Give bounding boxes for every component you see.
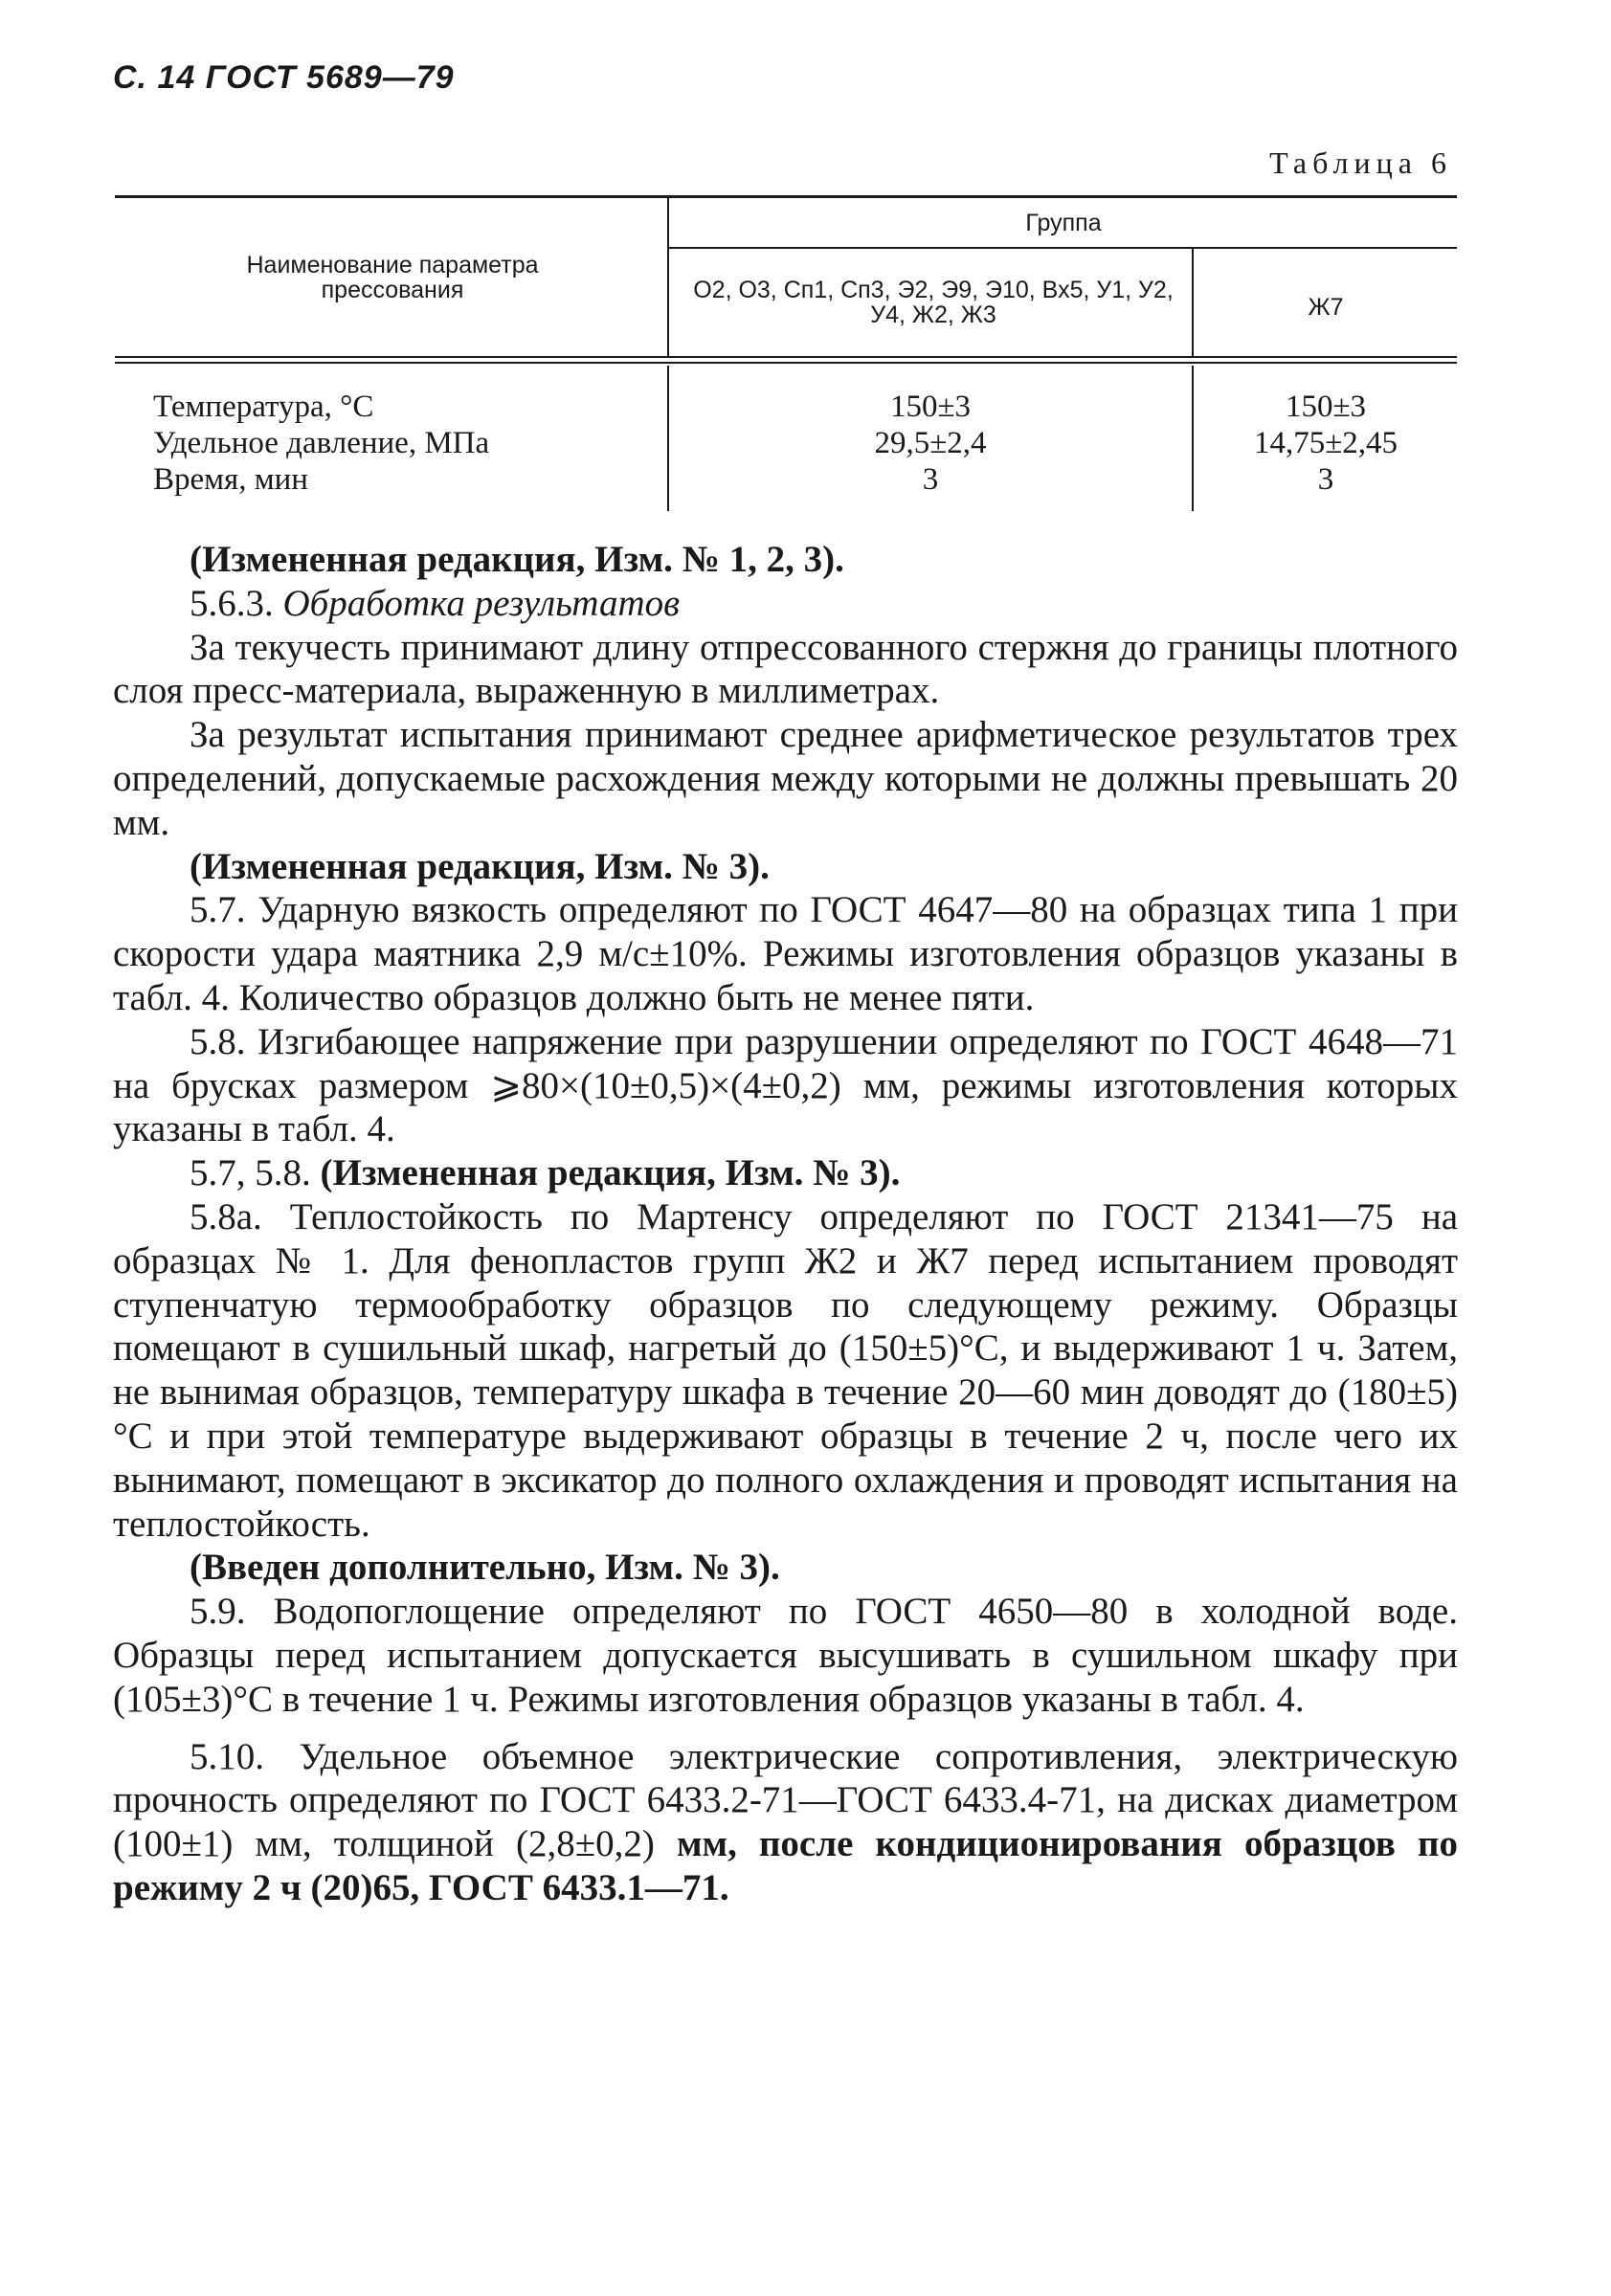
group2-header: Ж7 [1308, 294, 1344, 321]
page-header: С. 14 ГОСТ 5689—79 [113, 59, 455, 96]
section-number: 5.6.3. [190, 582, 274, 624]
group1-header: О2, О3, Сп1, Сп3, Э2, Э9, Э10, Вх5, У1, У2, У4, Ж2, Ж3 [693, 277, 1174, 328]
table-row-1-group2: 150±3 [1285, 390, 1367, 424]
section-title: Обработка результатов [282, 582, 681, 624]
table-row-1-param: Температура, °С [153, 390, 374, 424]
table-top-rule [115, 195, 1457, 198]
paragraph-5-10-bold: мм, после кондиционирования образцов по режиму 2 ч (20)65, ГОСТ 6433.1—71. [113, 1823, 1459, 1908]
paragraph-fluidity: За текучесть принимают длину отпрессованного стержня до границы плотного слоя пресс-материала, выраженную в миллиметрах. [113, 626, 1458, 712]
paragraph-5-10-text: 5.10. Удельное объемное электрические сопротивления, электрическую прочность определяют по ГОСТ 6433.2-71—ГОСТ 6433.4-71, на дисках диаметром (100±1) мм, толщиной (2,8±0,2) [113, 1735, 1458, 1865]
table-label: Таблица 6 [1269, 145, 1452, 180]
body-text [113, 538, 1458, 1910]
param-column-header: Наименование параметра прессования [246, 252, 539, 303]
table-row-3-group1: 3 [922, 462, 939, 497]
table-header-rule-1 [115, 356, 1457, 358]
amendment-ref: 5.7, 5.8. [190, 1152, 311, 1194]
paragraph-5-7: 5.7. Ударную вязкость определяют по ГОСТ 4647—80 на образцах типа 1 при скорости удара маятника 2,9 м/с±10%. Режимы изготовления образцов указаны в табл. 4. Количество образцов должно быть не менее пяти. [113, 889, 1458, 1018]
table-row-2-param: Удельное давление, МПа [153, 426, 490, 460]
paragraph-5-8a: 5.8а. Теплостойкость по Мартенсу определяют по ГОСТ 21341—75 на образцах № 1. Для фенопластов групп Ж2 и Ж7 перед испытанием проводят ступенчатую термообработку образцов по следующему режиму. Образцы помещают в сушильный шкаф, нагретый до (150±5)°С, и выдерживают 1 ч. Затем, не вынимая образцов, температуру шкафа в течение 20—60 мин доводят до (180±5)°С и при этой температуре выдерживают образцы в течение 2 ч, после чего их вынимают, помещают в эксикатор до полного охлаждения и проводят испытания на теплостойкость. [113, 1195, 1458, 1545]
table-row-3-group2: 3 [1317, 462, 1334, 497]
table-row-1-group1: 150±3 [889, 390, 972, 424]
section-5-6-3 [113, 582, 1458, 626]
table-vline-body-2 [1192, 366, 1194, 511]
amendment-note-1: (Измененная редакция, Изм. № 1, 2, 3). [190, 539, 844, 580]
amendment-text: (Измененная редакция, Изм. № 3). [320, 1152, 901, 1194]
table-row-3-param: Время, мин [153, 462, 308, 497]
table-row-2-group2: 14,75±2,45 [1253, 426, 1398, 460]
amendment-note-2: (Измененная редакция, Изм. № 3). [190, 845, 770, 887]
paragraph-result: За результат испытания принимают среднее арифметическое результатов трех определений, допускаемые расхождения между которыми не должны превышать 20 мм. [113, 714, 1458, 843]
paragraph-5-8: 5.8. Изгибающее напряжение при разрушении определяют по ГОСТ 4648—71 на брусках размером ⩾80×(10±0,5)×(4±0,2) мм, режимы изготовления которых указаны в табл. 4. [113, 1020, 1458, 1150]
table-vline-header-1 [667, 198, 669, 356]
paragraph-5-10 [113, 1735, 1458, 1910]
table-vline-header-2 [1192, 249, 1194, 356]
table-group-rule [668, 247, 1457, 249]
table-vline-body-1 [667, 366, 669, 511]
table-row-2-group1: 29,5±2,4 [874, 426, 987, 460]
amendment-note-3 [113, 1151, 1458, 1195]
table-header-rule-2 [115, 362, 1457, 364]
paragraph-5-9: 5.9. Водопоглощение определяют по ГОСТ 4650—80 в холодной воде. Образцы перед испытанием допускается высушивать в сушильном шкафу при (105±3)°С в течение 1 ч. Режимы изготовления образцов указаны в табл. 4. [113, 1591, 1458, 1720]
group-header: Группа [1025, 210, 1102, 236]
amendment-note-4: (Введен дополнительно, Изм. № 3). [190, 1547, 780, 1589]
